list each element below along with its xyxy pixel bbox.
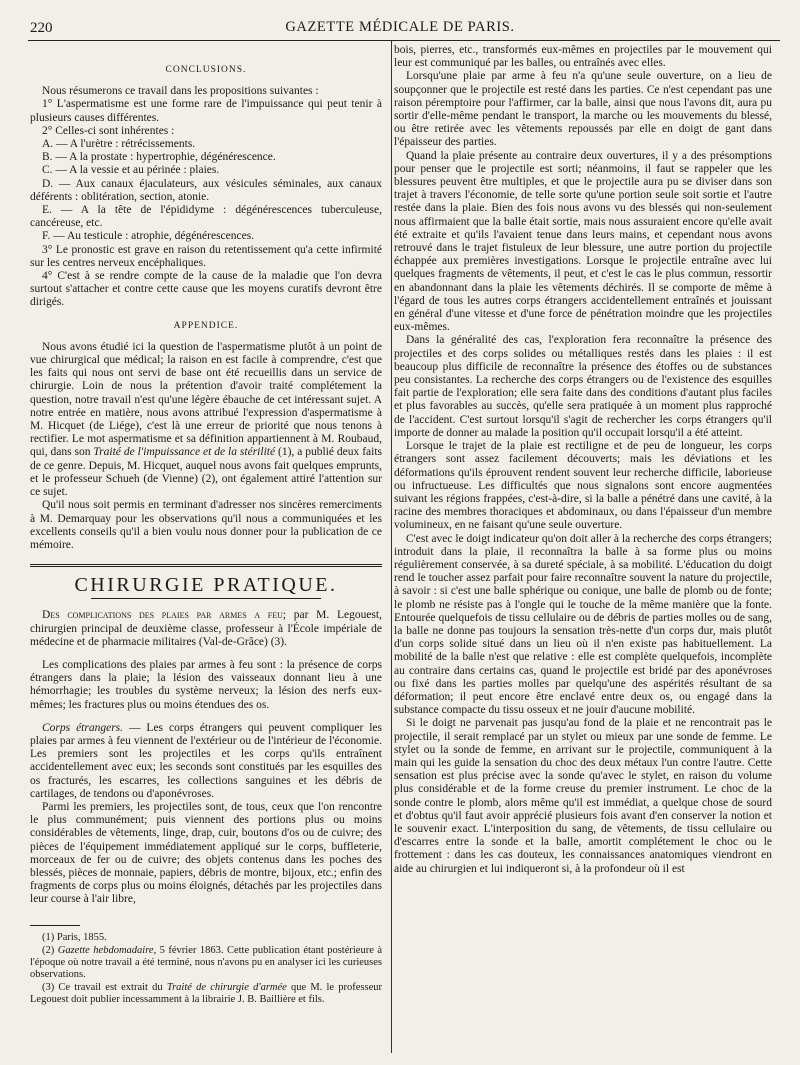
article-paragraph: Les complications des plaies par armes à feu sont : la présence de corps étrangers dans la plaie; la lésion des vaisseaux donnant lieu à une hémorrhagie; les troubles du système nerveux; la lésion des nerfs eux-mêmes; les fractures plus ou moins étendues des os.	[30, 658, 382, 711]
article-paragraph: Lorsque le trajet de la plaie est rectiligne et de peu de longueur, les corps étrangers sont assez facilement découverts; mais les déviations et les déformations qu'ils éprouvent rendent souvent leur recherche difficile, laborieuse ou infructueuse. Les difficultés que nous signalons sont encore augmentées suivant les régions frappées, c'est-à-dire, si la balle a pénétré dans une cavité, à la racine des membres thoraciques et abdominaux, ou dans l'épaisseur d'un membre volumineux, en ne faisant qu'une seule ouverture.	[394, 440, 772, 532]
article-paragraph: Parmi les premiers, les projectiles sont, de tous, ceux que l'on rencontre le plus communément; puis viennent des portions plus ou moins considérables de vêtements, linge, drap, cuir, boutons d'os ou de cuivre; des pièces de l'équipement immédiatement appliqué sur le corps, buffleterie, morceaux de fer ou de cuivre; des objets contenus dans les poches des blessés, pièces de monnaie, papiers, débris de montre, bijoux, etc.; enfin des fragments de corps plus ou moins éloignés, détachés par les projectiles dans leur course à l'air libre,	[30, 800, 382, 906]
left-column	[30, 60, 382, 1055]
journal-title: Gazette hebdomadaire	[57, 944, 154, 956]
list-item: 1° L'aspermatisme est une forme rare de l'impuissance qui peut tenir à plusieurs causes différentes.	[30, 98, 382, 124]
section-separator	[30, 564, 382, 567]
section-banner: CHIRURGIE PRATIQUE.	[74, 574, 338, 597]
article-paragraph	[30, 722, 382, 801]
conclusions-intro: Nous résumerons ce travail dans les propositions suivantes :	[42, 85, 319, 98]
article-paragraph: Dans la généralité des cas, l'exploration fera reconnaître la présence des projectiles et des corps solides ou métalliques restés dans les plaies : il est beaucoup plus difficile de reconnaître la présence des étoffes ou de substances peu consistantes. La recherche des corps étrangers ou de l'existence des esquilles fait partie de l'exploration; elle sera faite dans des conditions d'autant plus faciles et plus favorables au succès, qu'elle sera pratiquée à un moment plus rapproché de l'accident. C'est surtout lorsqu'il s'agit de rechercher les corps étrangers qu'il importe de donner au malade la position qu'il occupait lorsqu'il a été atteint.	[394, 334, 772, 439]
appendix-text: (1), a publié deux faits de ce genre. Depuis, M. Hicquet, auquel nous avons fait quelques emprunts, et le professeur Schueh (de Vienne) (2), ont également attiré l'attention sur ce sujet.	[30, 446, 382, 499]
list-item: C. — A la vessie et au périnée : plaies.	[42, 164, 220, 177]
conclusions-list	[30, 98, 382, 309]
list-item: 2° Celles-ci sont inhérentes :	[42, 124, 175, 137]
appendix-heading: APPENDICE.	[173, 320, 239, 331]
list-item: D. — Aux canaux éjaculateurs, aux vésicules séminales, aux canaux déférents : oblitération, section, atonie.	[30, 177, 382, 203]
article-byline: par M. Legouest, chirurgien principal de deuxième classe, professeur à l'École impériale de médecine et de pharmacie militaires (Val-de-Grâce) (3).	[30, 609, 382, 648]
article-title-smallcaps: Des complications des plaies par armes a feu;	[42, 609, 287, 622]
list-item: B. — A la prostate : hypertrophie, dégénérescence.	[42, 151, 276, 164]
subsection-lead: Corps étrangers.	[42, 721, 124, 734]
right-column	[394, 44, 772, 1060]
footnote-2: (2) Gazette hebdomadaire, 5 février 1863. Cette publication étant postérieure à l'époque où notre travail a été terminé, nous n'avons pu en analyser ici les curieuses observations.	[30, 944, 382, 980]
footnote-1: (1) Paris, 1855.	[42, 931, 107, 943]
article-paragraph: C'est avec le doigt indicateur qu'on doit aller à la recherche des corps étrangers; introduit dans la plaie, il reconnaîtra la balle à sa forme plus ou moins régulièrement conservée, à sa dureté spéciale, à sa mobilité. L'éducation du doigt rend le toucher assez parfait pour faire reconnaître souvent la nature du projectile, à savoir : si c'est une balle sphérique ou conique, une balle de plomb ou de fonte; le plomb ne résiste pas à l'ongle qui le touche de la même manière que la fonte. Entourée quelquefois de tissu cellulaire ou de débris de parties molles ou de sang, la balle ne donne pas toujours la sensation très-nette d'un corps dur, mais plutôt d'un corps solide situé dans un lieu où il n'en existe pas habituellement. La mobilité de la balle n'est que relative : elle est complète quelquefois, incomplète au contraire dans certains cas, quand le projectile est bridé par des aponévroses ou fixé dans les parties molles par quelqu'une des aspérités résultant de sa déformation; il peut encore être enclavé entre deux os, ou engagé dans la substance compacte du tissu osseux et ne jouir d'aucune mobilité.	[394, 532, 772, 717]
page-number: 220	[30, 20, 53, 36]
appendix-paragraph	[30, 341, 382, 499]
header-rule	[28, 40, 780, 41]
list-item: E. — A la tête de l'épididyme : dégénérescences tuberculeuse, cancéreuse, etc.	[30, 204, 382, 230]
appendix-thanks-paragraph: Qu'il nous soit permis en terminant d'adresser nos sincères remerciments à M. Demarquay pour les observations qu'il nous a communiquées et les excellents conseils qu'il a bien voulu nous donner pour la publication de ce mémoire.	[30, 499, 382, 551]
article-title	[30, 609, 382, 649]
article-text: — Les corps étrangers qui peuvent compliquer les plaies par armes à feu viennent de l'extérieur ou de l'intérieur de l'économie. Les premiers sont les projectiles et les corps qu'ils entraînent accidentellement avec eux; les seconds sont constitués par les esquilles des os fracturés, les escarres, les collections sanguines et les débris de cartilages, de tendons ou d'aponévroses.	[30, 721, 382, 800]
footnote-rule	[30, 925, 80, 926]
banner-underline	[91, 598, 321, 599]
book-title: Traité de l'impuissance et de la stérilité	[93, 446, 276, 459]
article-paragraph: Si le doigt ne parvenait pas jusqu'au fond de la plaie et ne rencontrait pas le projectile, il serait remplacé par un stylet ou mieux par une sonde de femme. Le stylet ou la sonde de femme, en arrivant sur le projectile, communiquent à la main qui les guide la sensation du choc des deux métaux l'un contre l'autre. Cette sensation est plus précise avec la sonde qu'avec le stylet, en raison du volume plus considérable et de la forme creuse du premier instrument. Le choc de la sonde contre le plomb, alors même qu'il est immédiat, a quelque chose de sourd et d'obtus qu'il faut avoir apprécié plusieurs fois avant d'en conserver la notion et le souvenir exact. L'interposition du sang, de vêtements, de tissu cellulaire ou d'escarres entre la sonde et la balle, amortit complétement le choc ou le frottement : dans les cas douteux, les connaissances anatomiques viendront en aide au chirurgien et lui indiqueront si, à la profondeur où il est	[394, 717, 772, 875]
list-item: 3° Le pronostic est grave en raison du retentissement qu'a cette infirmité sur les centres nerveux encéphaliques.	[30, 243, 382, 269]
book-title: Traité de chirurgie d'armée	[166, 981, 287, 993]
running-title: GAZETTE MÉDICALE DE PARIS.	[285, 19, 515, 35]
list-item: F. — Au testicule : atrophie, dégénérescences.	[42, 230, 255, 243]
appendix-text: Nous avons étudié ici la question de l'aspermatisme plutôt à un point de vue chirurgical que médical; la raison en est facile à comprendre, c'est que les faits qui nous ont servi de base ont été recueillis dans un service de chirurgie. Loin de nous la prétention d'avoir traité complétement la question, notre travail n'est qu'une légère ébauche de cet intéressant sujet. A notre entrée en matière, nous avons attribué l'expression d'aspermatisme à M. Hicquet (de Liége), c'est là une erreur de priorité que nous tenons à rectifier. Le mot aspermatisme et sa définition appartiennent à M. Roubaud, qui, dans son	[30, 340, 382, 459]
article-paragraph: Quand la plaie présente au contraire deux ouvertures, il y a des présomptions pour penser que le projectile est sorti; néanmoins, il faut se rappeler que les blessures peuvent être multiples, et que le projectile aura pu se diviser dans son trajet à travers l'économie, de telle sorte qu'une portion seule soit sortie et l'autre restée dans la plaie. Bien des fois nous avons vu des blessés qui non-seulement nous affirmaient que la balle était sortie, mais nous assuraient encore qu'elle avait été extraite et qu'ils l'avaient tenue dans leurs mains, et cependant nous avons retrouvé dans le trajet fistuleux de leur blessure, une autre portion du projectile échappée aux premières investigations. Lorsque le projectile entraîne avec lui quelques fragments de vêtements, il peut, et c'est le cas le plus commun, ressortir en abandonnant dans la plaie les vêtements déchirés. Il se comporte de même à l'égard de tous les autres corps étrangers accidentellement entraînés et jouissant en général d'une vitesse et d'une force de pénétration moindre que les projectiles eux-mêmes.	[394, 149, 772, 334]
list-item: A. — A l'urètre : rétrécissements.	[42, 138, 196, 151]
column-divider	[391, 41, 392, 1053]
footnote-3: (3) Ce travail est extrait du Traité de chirurgie d'armée que M. le professeur Legouest doit publier incessamment à la librairie J. B. Baillière et fils.	[30, 981, 382, 1005]
list-item: 4° C'est à se rendre compte de la cause de la maladie que l'on devra surtout s'attacher et contre cette cause que les moyens curatifs devront être dirigés.	[30, 270, 382, 309]
conclusions-heading: CONCLUSIONS.	[165, 65, 247, 75]
article-paragraph: bois, pierres, etc., transformés eux-mêmes en projectiles par le mouvement qui leur est communiqué par les balles, ou entraînés avec elles.	[394, 44, 772, 70]
article-paragraph: Lorsqu'une plaie par arme à feu n'a qu'une seule ouverture, on a lieu de soupçonner que le projectile est resté dans les parties. Ce n'est cependant pas une raison péremptoire pour l'affirmer, car la balle, ainsi que nous l'avons dit, aura pu sortir d'elle-même pendant le transport, la marche ou les mouvements du blessé, ou être retirée avec les vêtements repoussés par elle en doigt de gant dans l'épaisseur des parties.	[394, 70, 772, 149]
